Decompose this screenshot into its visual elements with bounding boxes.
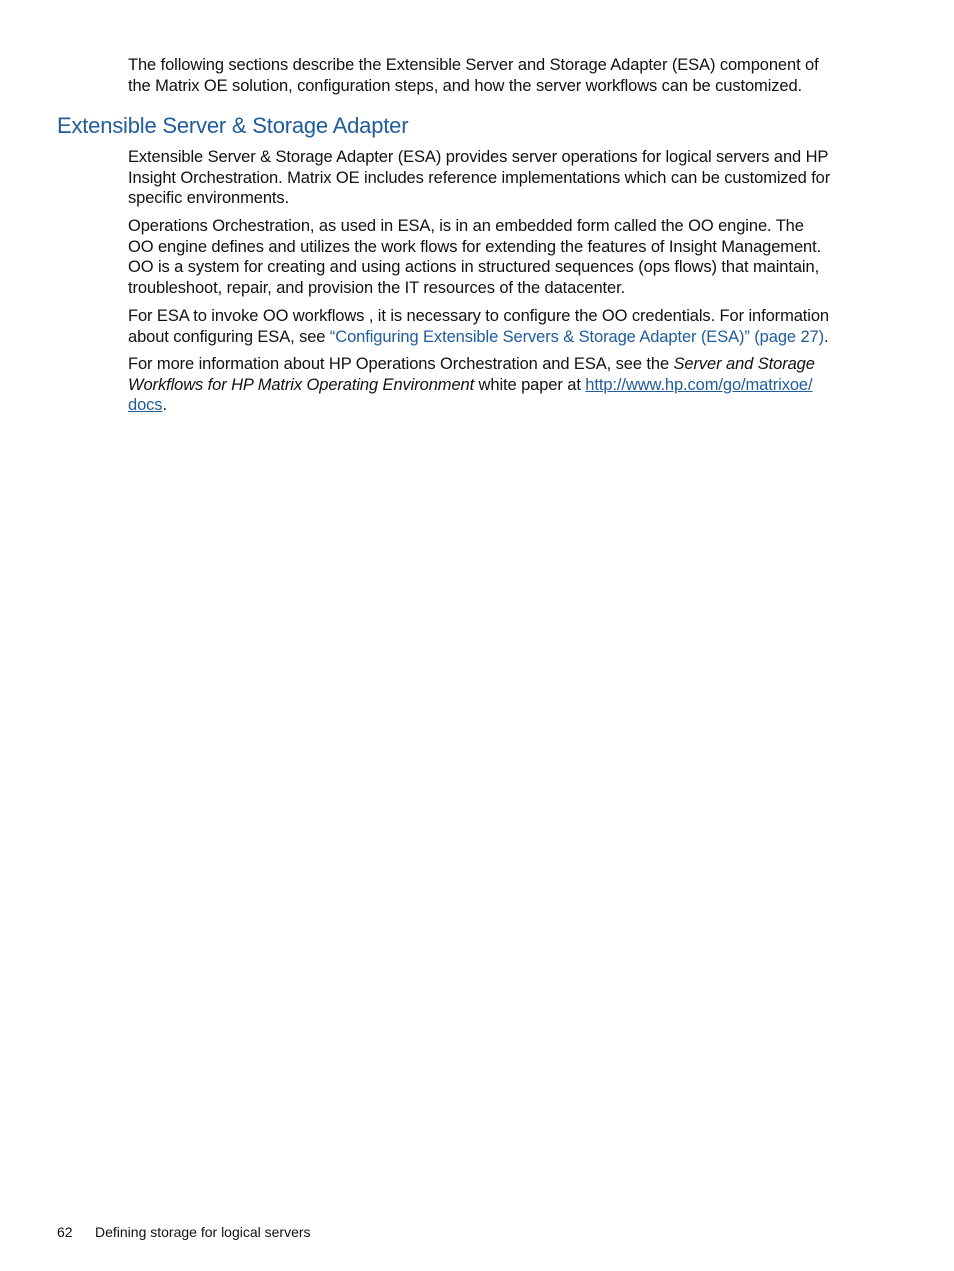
paragraph-line: Operations Orchestration, as used in ESA, is in an embedded form called the OO engine. The bbox=[128, 217, 804, 235]
text-fragment: about configuring ESA, see bbox=[128, 327, 330, 346]
configuring-esa-cross-reference-link[interactable]: “Configuring Extensible Servers & Storage Adapter (ESA)” (page 27) bbox=[329, 327, 825, 346]
section-heading: Extensible Server & Storage Adapter bbox=[57, 113, 409, 138]
paragraph-line: OO is a system for creating and using actions in structured sequences (ops flows) that maintain, bbox=[128, 258, 820, 277]
paragraph-line bbox=[128, 327, 870, 348]
text-fragment: For more information about HP Operations Orchestration and ESA, see the bbox=[128, 355, 674, 373]
paragraph-line: OO engine defines and utilizes the work flows for extending the features of Insight Management. bbox=[128, 237, 822, 256]
page-number: 62 bbox=[57, 1224, 73, 1240]
document-title-italic: Server and Storage bbox=[673, 355, 815, 373]
paragraph-line: For ESA to invoke OO workflows , it is necessary to configure the OO credentials. For information bbox=[128, 307, 830, 325]
text-fragment: . bbox=[162, 396, 167, 415]
intro-line: The following sections describe the Extensible Server and Storage Adapter (ESA) component of bbox=[128, 56, 819, 74]
paragraph-line: Insight Orchestration. Matrix OE includes reference implementations which can be customized for bbox=[128, 168, 831, 187]
esa-overview-paragraph bbox=[128, 147, 870, 209]
matrixoe-docs-url-link-continued[interactable]: docs bbox=[128, 396, 163, 415]
intro-paragraph bbox=[128, 55, 870, 96]
text-fragment: . bbox=[824, 327, 829, 346]
text-fragment: white paper at bbox=[474, 375, 586, 394]
paragraph-line: specific environments. bbox=[128, 189, 290, 208]
paragraph-line bbox=[128, 375, 870, 396]
more-info-paragraph bbox=[128, 354, 870, 416]
intro-line: the Matrix OE solution, configuration steps, and how the server workflows can be customized. bbox=[128, 76, 803, 95]
matrixoe-docs-url-link[interactable]: http://www.hp.com/go/matrixoe/ bbox=[585, 375, 813, 394]
paragraph-line bbox=[128, 354, 870, 375]
oo-engine-paragraph bbox=[128, 216, 870, 299]
document-title-italic: Workflows for HP Matrix Operating Environment bbox=[128, 375, 475, 394]
paragraph-line bbox=[128, 395, 870, 416]
paragraph-line: troubleshoot, repair, and provision the IT resources of the datacenter. bbox=[128, 279, 626, 298]
oo-credentials-paragraph bbox=[128, 306, 870, 347]
chapter-title: Defining storage for logical servers bbox=[95, 1224, 311, 1240]
page-footer bbox=[57, 1223, 311, 1241]
paragraph-line: Extensible Server & Storage Adapter (ESA) provides server operations for logical servers and HP bbox=[128, 148, 829, 166]
